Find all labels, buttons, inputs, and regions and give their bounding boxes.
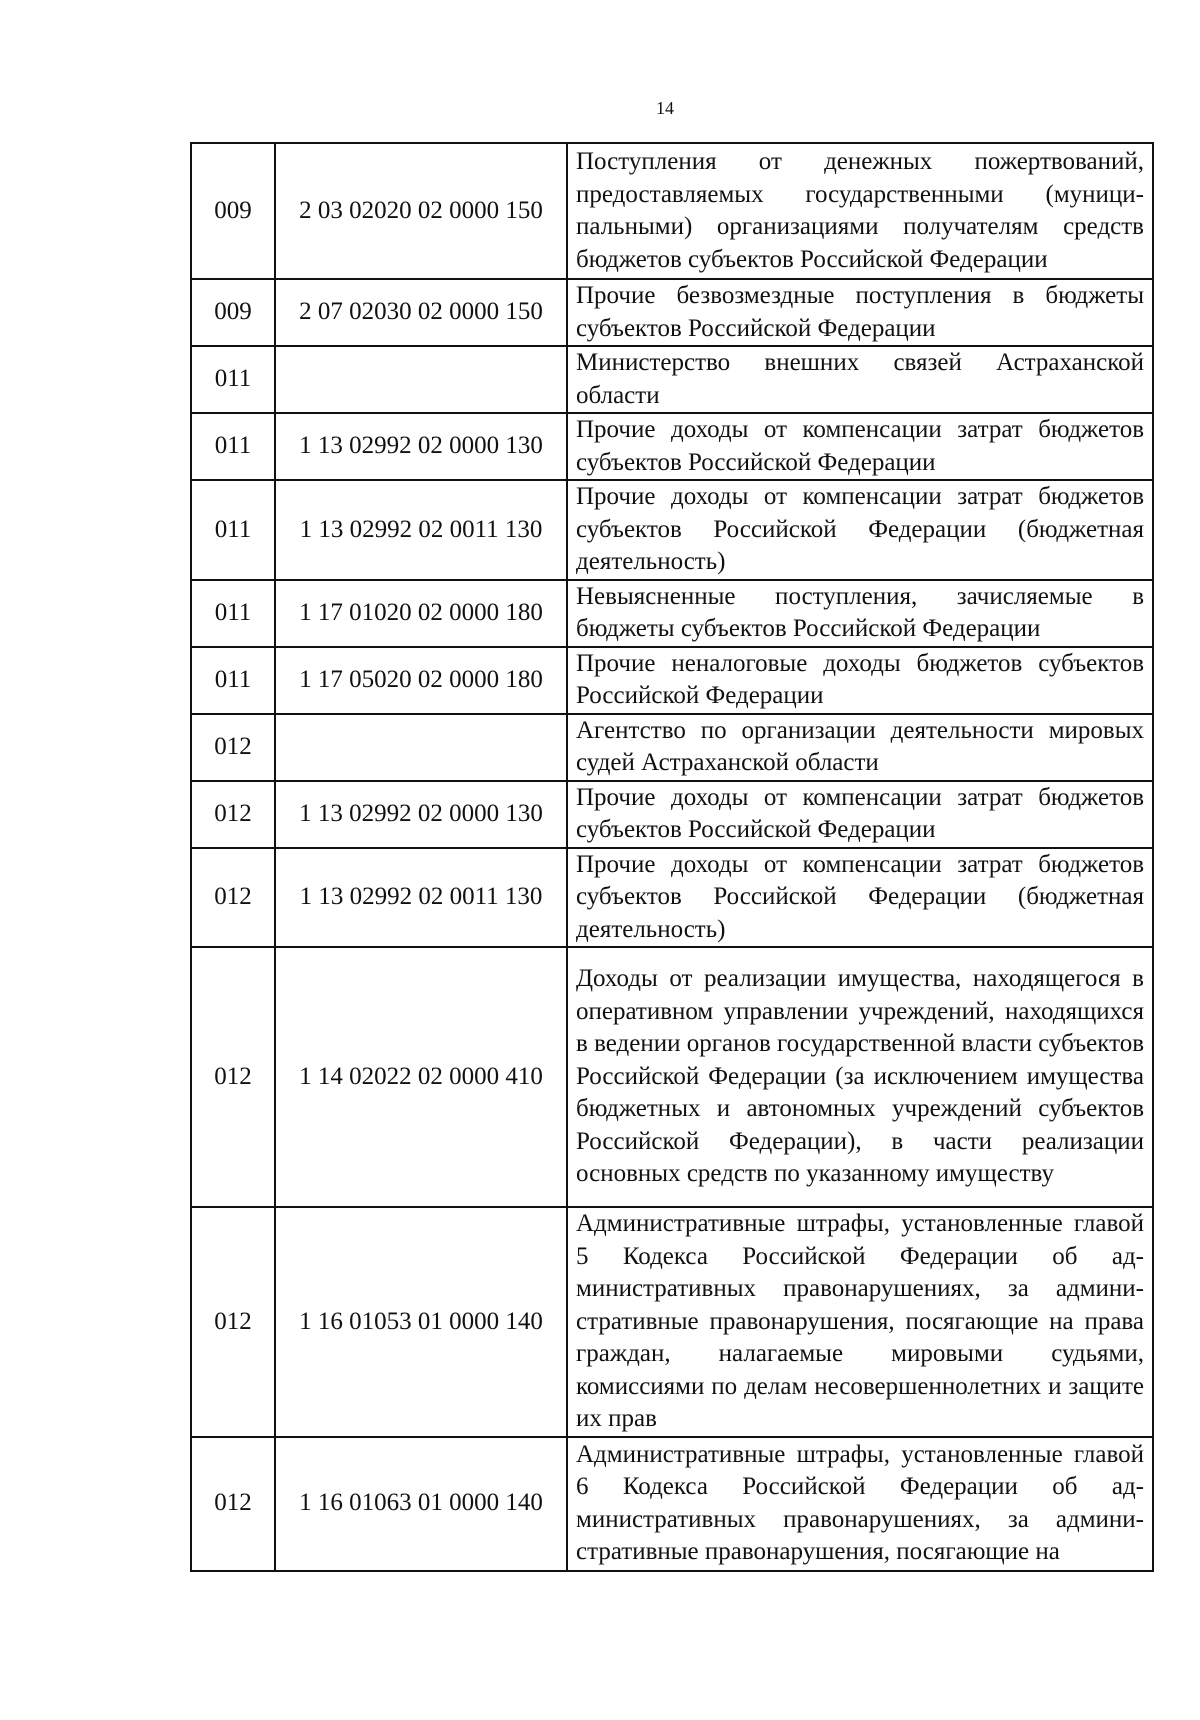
description-cell: Поступления от денежных пожертвований, предоставляемых государственными (муниципальными) организациями получателям средств бюджетов субъектов Российской Федерации [567, 143, 1153, 279]
admin-code-cell: 012 [191, 947, 275, 1207]
admin-code-cell: 009 [191, 143, 275, 279]
page-number: 14 [656, 98, 674, 118]
description-cell: Прочие безвозмездные поступления в бюджеты субъектов Российской Федерации [567, 279, 1153, 346]
budget-code-cell: 1 13 02992 02 0000 130 [275, 781, 567, 848]
table-row [191, 143, 1153, 279]
income-codes-table [190, 142, 1154, 1572]
budget-code-cell: 1 13 02992 02 0011 130 [275, 848, 567, 948]
description-cell: Министерство внешних связей Астраханской области [567, 346, 1153, 413]
table-row [191, 480, 1153, 580]
description-cell: Прочие неналоговые доходы бюджетов субъектов Российской Федерации [567, 647, 1153, 714]
admin-code-cell: 011 [191, 647, 275, 714]
budget-code-cell: 2 07 02030 02 0000 150 [275, 279, 567, 346]
admin-code-cell: 011 [191, 580, 275, 647]
description-cell: Административные штрафы, установленные главой 5 Кодекса Российской Федерации об административных правонарушениях, за административные правонарушения, посягающие на права граждан, налагаемые мировыми судьями, комиссиями по делам несовершеннолетних и защите их прав [567, 1207, 1153, 1437]
table-row [191, 947, 1153, 1207]
description-cell: Прочие доходы от компенсации затрат бюджетов субъектов Российской Федерации [567, 413, 1153, 480]
budget-code-cell [275, 714, 567, 781]
budget-code-cell: 1 14 02022 02 0000 410 [275, 947, 567, 1207]
admin-code-cell: 011 [191, 346, 275, 413]
description-cell: Доходы от реализации имущества, находящегося в оперативном управлении учреждений, находящихся в ведении органов государственной власти субъектов Российской Федерации (за исключением имущества бюджетных и автономных учреждений субъектов Российской Федерации), в части реализации основных средств по указанному имуществу [567, 947, 1153, 1207]
admin-code-cell: 012 [191, 1437, 275, 1571]
budget-code-cell [275, 346, 567, 413]
description-cell: Агентство по организации деятельности мировых судей Астраханской области [567, 714, 1153, 781]
admin-code-cell: 011 [191, 480, 275, 580]
description-cell: Административные штрафы, установленные главой 6 Кодекса Российской Федерации об административных правонарушениях, за административные правонарушения, посягающие на [567, 1437, 1153, 1571]
admin-code-cell: 012 [191, 781, 275, 848]
table-row [191, 781, 1153, 848]
budget-code-cell: 1 16 01053 01 0000 140 [275, 1207, 567, 1437]
table-row [191, 647, 1153, 714]
table-row [191, 580, 1153, 647]
table-row [191, 714, 1153, 781]
description-cell: Прочие доходы от компенсации затрат бюджетов субъектов Российской Федерации (бюджетная деятельность) [567, 480, 1153, 580]
description-cell: Прочие доходы от компенсации затрат бюджетов субъектов Российской Федерации [567, 781, 1153, 848]
admin-code-cell: 012 [191, 1207, 275, 1437]
table-row [191, 346, 1153, 413]
admin-code-cell: 011 [191, 413, 275, 480]
table-row [191, 413, 1153, 480]
table-row [191, 1437, 1153, 1571]
budget-code-cell: 1 17 01020 02 0000 180 [275, 580, 567, 647]
budget-code-cell: 1 17 05020 02 0000 180 [275, 647, 567, 714]
description-cell: Невыясненные поступления, зачисляемые в бюджеты субъектов Российской Федерации [567, 580, 1153, 647]
admin-code-cell: 012 [191, 714, 275, 781]
budget-code-cell: 1 16 01063 01 0000 140 [275, 1437, 567, 1571]
table-row [191, 279, 1153, 346]
budget-code-cell: 1 13 02992 02 0000 130 [275, 413, 567, 480]
admin-code-cell: 009 [191, 279, 275, 346]
budget-code-cell: 1 13 02992 02 0011 130 [275, 480, 567, 580]
budget-code-cell: 2 03 02020 02 0000 150 [275, 143, 567, 279]
description-cell: Прочие доходы от компенсации затрат бюджетов субъектов Российской Федерации (бюджетная деятельность) [567, 848, 1153, 948]
table-row [191, 1207, 1153, 1437]
admin-code-cell: 012 [191, 848, 275, 948]
table-row [191, 848, 1153, 948]
